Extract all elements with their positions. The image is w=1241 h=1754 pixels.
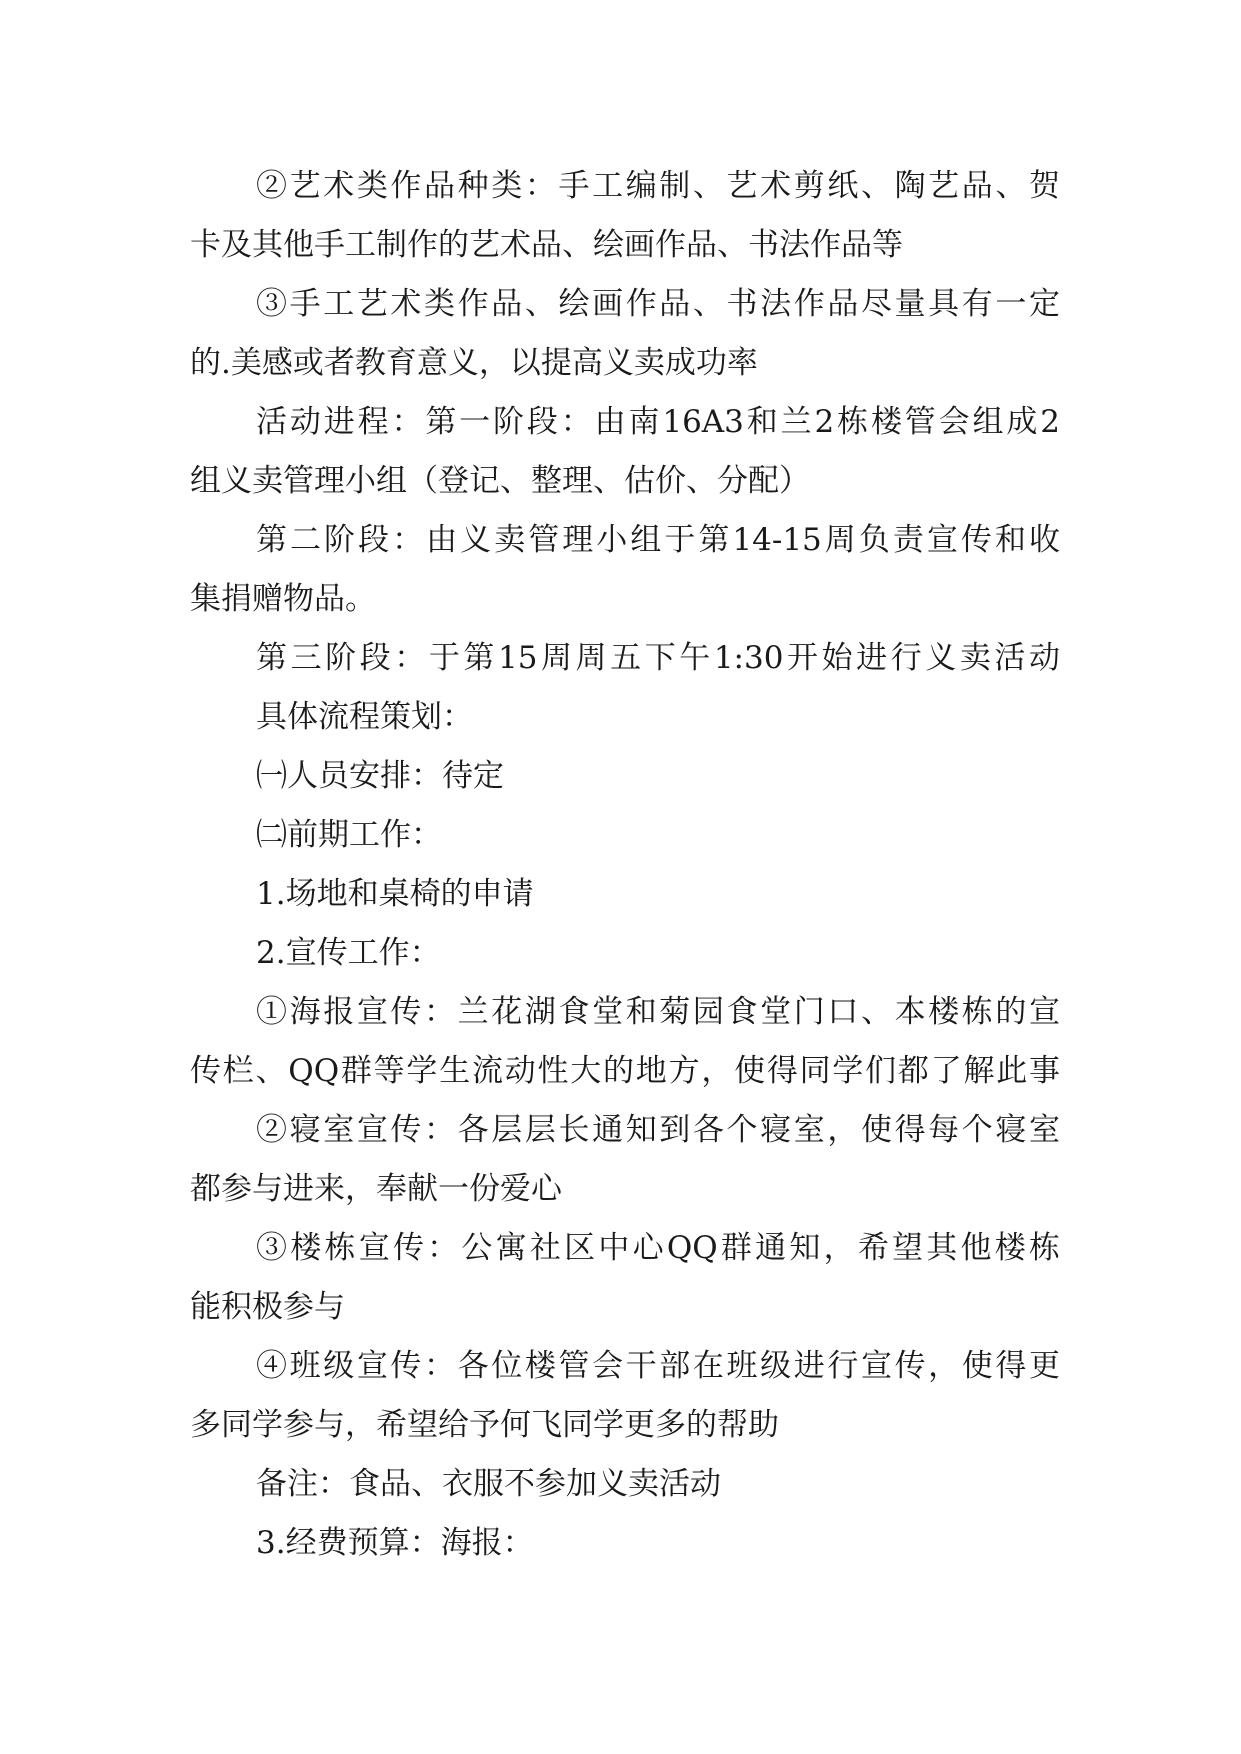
section-heading: 具体流程策划：	[256, 699, 473, 735]
list-item: ㈠人员安排：待定	[256, 758, 504, 794]
note-line: 备注：食品、衣服不参加义卖活动	[256, 1466, 721, 1502]
paragraph-line: ②寝室宣传：各层层长通知到各个寝室，使得每个寝室	[256, 1112, 1060, 1148]
list-item: 2.宣传工作：	[256, 935, 441, 971]
paragraph-line: ④班级宣传：各位楼管会干部在班级进行宣传，使得更	[256, 1348, 1060, 1384]
paragraph-line: 活动进程：第一阶段：由南16A3和兰2栋楼管会组成2	[256, 404, 1060, 440]
paragraph-line: 集捐赠物品。	[190, 581, 376, 617]
list-item: ㈡前期工作：	[256, 817, 442, 853]
paragraph-line: 的.美感或者教育意义，以提高义卖成功率	[190, 345, 758, 381]
paragraph-line: 第二阶段：由义卖管理小组于第14-15周负责宣传和收	[256, 522, 1060, 558]
paragraph-line: ③楼栋宣传：公寓社区中心QQ群通知，希望其他楼栋	[256, 1230, 1060, 1266]
paragraph-line: 第三阶段：于第15周周五下午1:30开始进行义卖活动	[256, 640, 1060, 676]
list-item: 3.经费预算：海报：	[256, 1525, 534, 1561]
paragraph-line: ②艺术类作品种类：手工编制、艺术剪纸、陶艺品、贺	[256, 168, 1060, 204]
paragraph-line: 能积极参与	[190, 1289, 345, 1325]
paragraph-line: 组义卖管理小组（登记、整理、估价、分配）	[190, 463, 810, 499]
paragraph-line: ①海报宣传：兰花湖食堂和菊园食堂门口、本楼栋的宣	[256, 994, 1060, 1030]
paragraph-line: 卡及其他手工制作的艺术品、绘画作品、书法作品等	[190, 227, 903, 263]
list-item: 1.场地和桌椅的申请	[256, 876, 534, 912]
paragraph-line: 传栏、QQ群等学生流动性大的地方，使得同学们都了解此事	[190, 1053, 1060, 1089]
document-body	[190, 157, 1060, 1573]
paragraph-line: ③手工艺术类作品、绘画作品、书法作品尽量具有一定	[256, 286, 1060, 322]
paragraph-line: 多同学参与，希望给予何飞同学更多的帮助	[190, 1407, 779, 1443]
paragraph-line: 都参与进来，奉献一份爱心	[190, 1171, 562, 1207]
